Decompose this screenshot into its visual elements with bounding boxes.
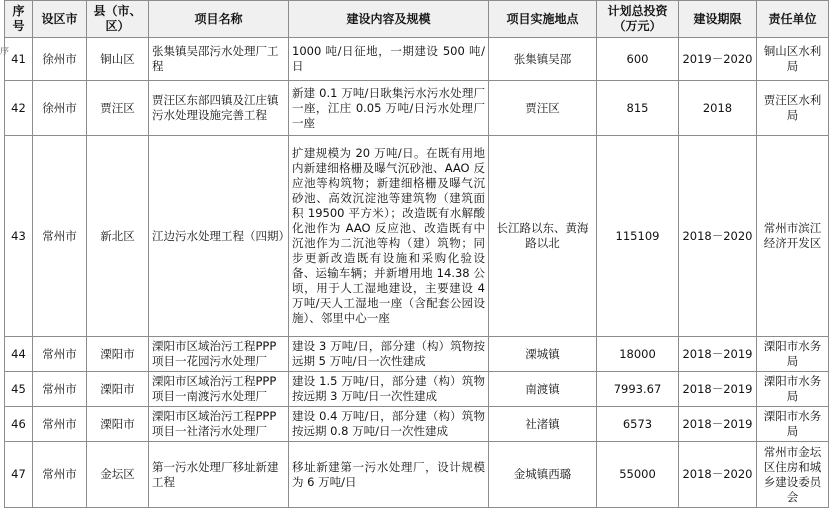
cell-period: 2018－2019 — [679, 372, 757, 407]
cell-seq: 43 — [5, 136, 33, 337]
cell-content: 移址新建第一污水处理厂，设计规模为 6 万吨/日 — [289, 442, 489, 508]
cell-unit: 贾汪区水利局 — [757, 81, 829, 136]
cell-content: 新建 0.1 万吨/日耿集污水污水处理厂一座，江庄 0.05 万吨/日污水处理厂一座 — [289, 81, 489, 136]
table-row — [5, 442, 829, 508]
cell-seq: 41 — [5, 38, 33, 81]
cell-location: 溧城镇 — [489, 337, 597, 372]
cell-seq: 45 — [5, 372, 33, 407]
cell-content: 扩建规模为 20 万吨/日。在既有用地内新建细格栅及曝气沉砂池、AAO 反应池等构筑物；新建细格栅及曝气沉砂池、高效沉淀池等建筑物（建筑面积 19500 平方米）；改造既有水解酸化池作为 AAO 反应池、改造既有中沉池作为二沉池等构（建）筑物；同步更新改造既有设施和采购化验设备、运输车辆；并新增用地 14.38 公顷，用于人工湿地建设，主要建设 4 万吨/天人工湿地一座（含配套公园设施）、邻里中心一座 — [289, 136, 489, 337]
cell-seq: 46 — [5, 407, 33, 442]
cell-investment: 815 — [597, 81, 679, 136]
cell-city: 徐州市 — [33, 81, 87, 136]
cell-location: 金城镇西璐 — [489, 442, 597, 508]
cell-name: 张集镇吴邵污水处理厂工程 — [149, 38, 289, 81]
cell-unit: 溧阳市水务局 — [757, 337, 829, 372]
cell-period: 2019－2020 — [679, 38, 757, 81]
header-city: 设区市 — [33, 1, 87, 38]
header-name: 项目名称 — [149, 1, 289, 38]
header-unit: 责任单位 — [757, 1, 829, 38]
cell-location: 贾汪区 — [489, 81, 597, 136]
table-header-row — [5, 1, 829, 38]
cell-location: 社渚镇 — [489, 407, 597, 442]
cell-county: 贾汪区 — [87, 81, 149, 136]
cell-unit: 常州市滨江经济开发区 — [757, 136, 829, 337]
header-period: 建设期限 — [679, 1, 757, 38]
cell-seq: 47 — [5, 442, 33, 508]
cell-county: 铜山区 — [87, 38, 149, 81]
cell-content: 建设 0.4 万吨/日，部分建（构）筑物按远期 0.8 万吨/日一次性建成 — [289, 407, 489, 442]
cell-unit: 常州市金坛区住房和城乡建设委员会 — [757, 442, 829, 508]
header-location: 项目实施地点 — [489, 1, 597, 38]
cell-seq: 42 — [5, 81, 33, 136]
page-gutter-label: 序 — [0, 47, 10, 57]
cell-city: 徐州市 — [33, 38, 87, 81]
cell-content: 建设 1.5 万吨/日，部分建（构）筑物按远期 3 万吨/日一次性建成 — [289, 372, 489, 407]
cell-investment: 55000 — [597, 442, 679, 508]
cell-name: 溧阳市区域治污工程PPP项目一南渡污水处理厂 — [149, 372, 289, 407]
cell-unit: 溧阳市水务局 — [757, 372, 829, 407]
cell-unit: 铜山区水利局 — [757, 38, 829, 81]
cell-city: 常州市 — [33, 442, 87, 508]
cell-county: 溧阳市 — [87, 407, 149, 442]
cell-content: 建设 3 万吨/日，部分建（构）筑物按远期 5 万吨/日一次性建成 — [289, 337, 489, 372]
table-row — [5, 407, 829, 442]
project-table — [4, 0, 829, 508]
cell-city: 常州市 — [33, 136, 87, 337]
header-county: 县（市、区） — [87, 1, 149, 38]
cell-investment: 6573 — [597, 407, 679, 442]
cell-name: 贾汪区东部四镇及江庄镇污水处理设施完善工程 — [149, 81, 289, 136]
table-row — [5, 372, 829, 407]
cell-name: 江边污水处理工程（四期） — [149, 136, 289, 337]
cell-investment: 7993.67 — [597, 372, 679, 407]
cell-investment: 18000 — [597, 337, 679, 372]
cell-county: 金坛区 — [87, 442, 149, 508]
cell-city: 常州市 — [33, 407, 87, 442]
cell-city: 常州市 — [33, 372, 87, 407]
cell-seq: 44 — [5, 337, 33, 372]
cell-investment: 600 — [597, 38, 679, 81]
cell-content: 1000 吨/日征地，一期建设 500 吨/日 — [289, 38, 489, 81]
table-row — [5, 81, 829, 136]
cell-period: 2018 — [679, 81, 757, 136]
cell-name: 溧阳市区域治污工程PPP项目一社渚污水处理厂 — [149, 407, 289, 442]
cell-location: 南渡镇 — [489, 372, 597, 407]
cell-period: 2018－2019 — [679, 407, 757, 442]
table-row — [5, 38, 829, 81]
header-investment: 计划总投资（万元） — [597, 1, 679, 38]
cell-location: 长江路以东、黄海路以北 — [489, 136, 597, 337]
cell-county: 溧阳市 — [87, 337, 149, 372]
cell-county: 溧阳市 — [87, 372, 149, 407]
cell-name: 溧阳市区域治污工程PPP项目一花园污水处理厂 — [149, 337, 289, 372]
cell-county: 新北区 — [87, 136, 149, 337]
header-seq: 序号 — [5, 1, 33, 38]
cell-name: 第一污水处理厂移址新建工程 — [149, 442, 289, 508]
cell-city: 常州市 — [33, 337, 87, 372]
cell-investment: 115109 — [597, 136, 679, 337]
cell-period: 2018－2020 — [679, 136, 757, 337]
cell-period: 2018－2020 — [679, 442, 757, 508]
cell-location: 张集镇吴邵 — [489, 38, 597, 81]
table-row — [5, 136, 829, 337]
cell-unit: 溧阳市水务局 — [757, 407, 829, 442]
table-row — [5, 337, 829, 372]
cell-period: 2018－2019 — [679, 337, 757, 372]
header-content: 建设内容及规模 — [289, 1, 489, 38]
